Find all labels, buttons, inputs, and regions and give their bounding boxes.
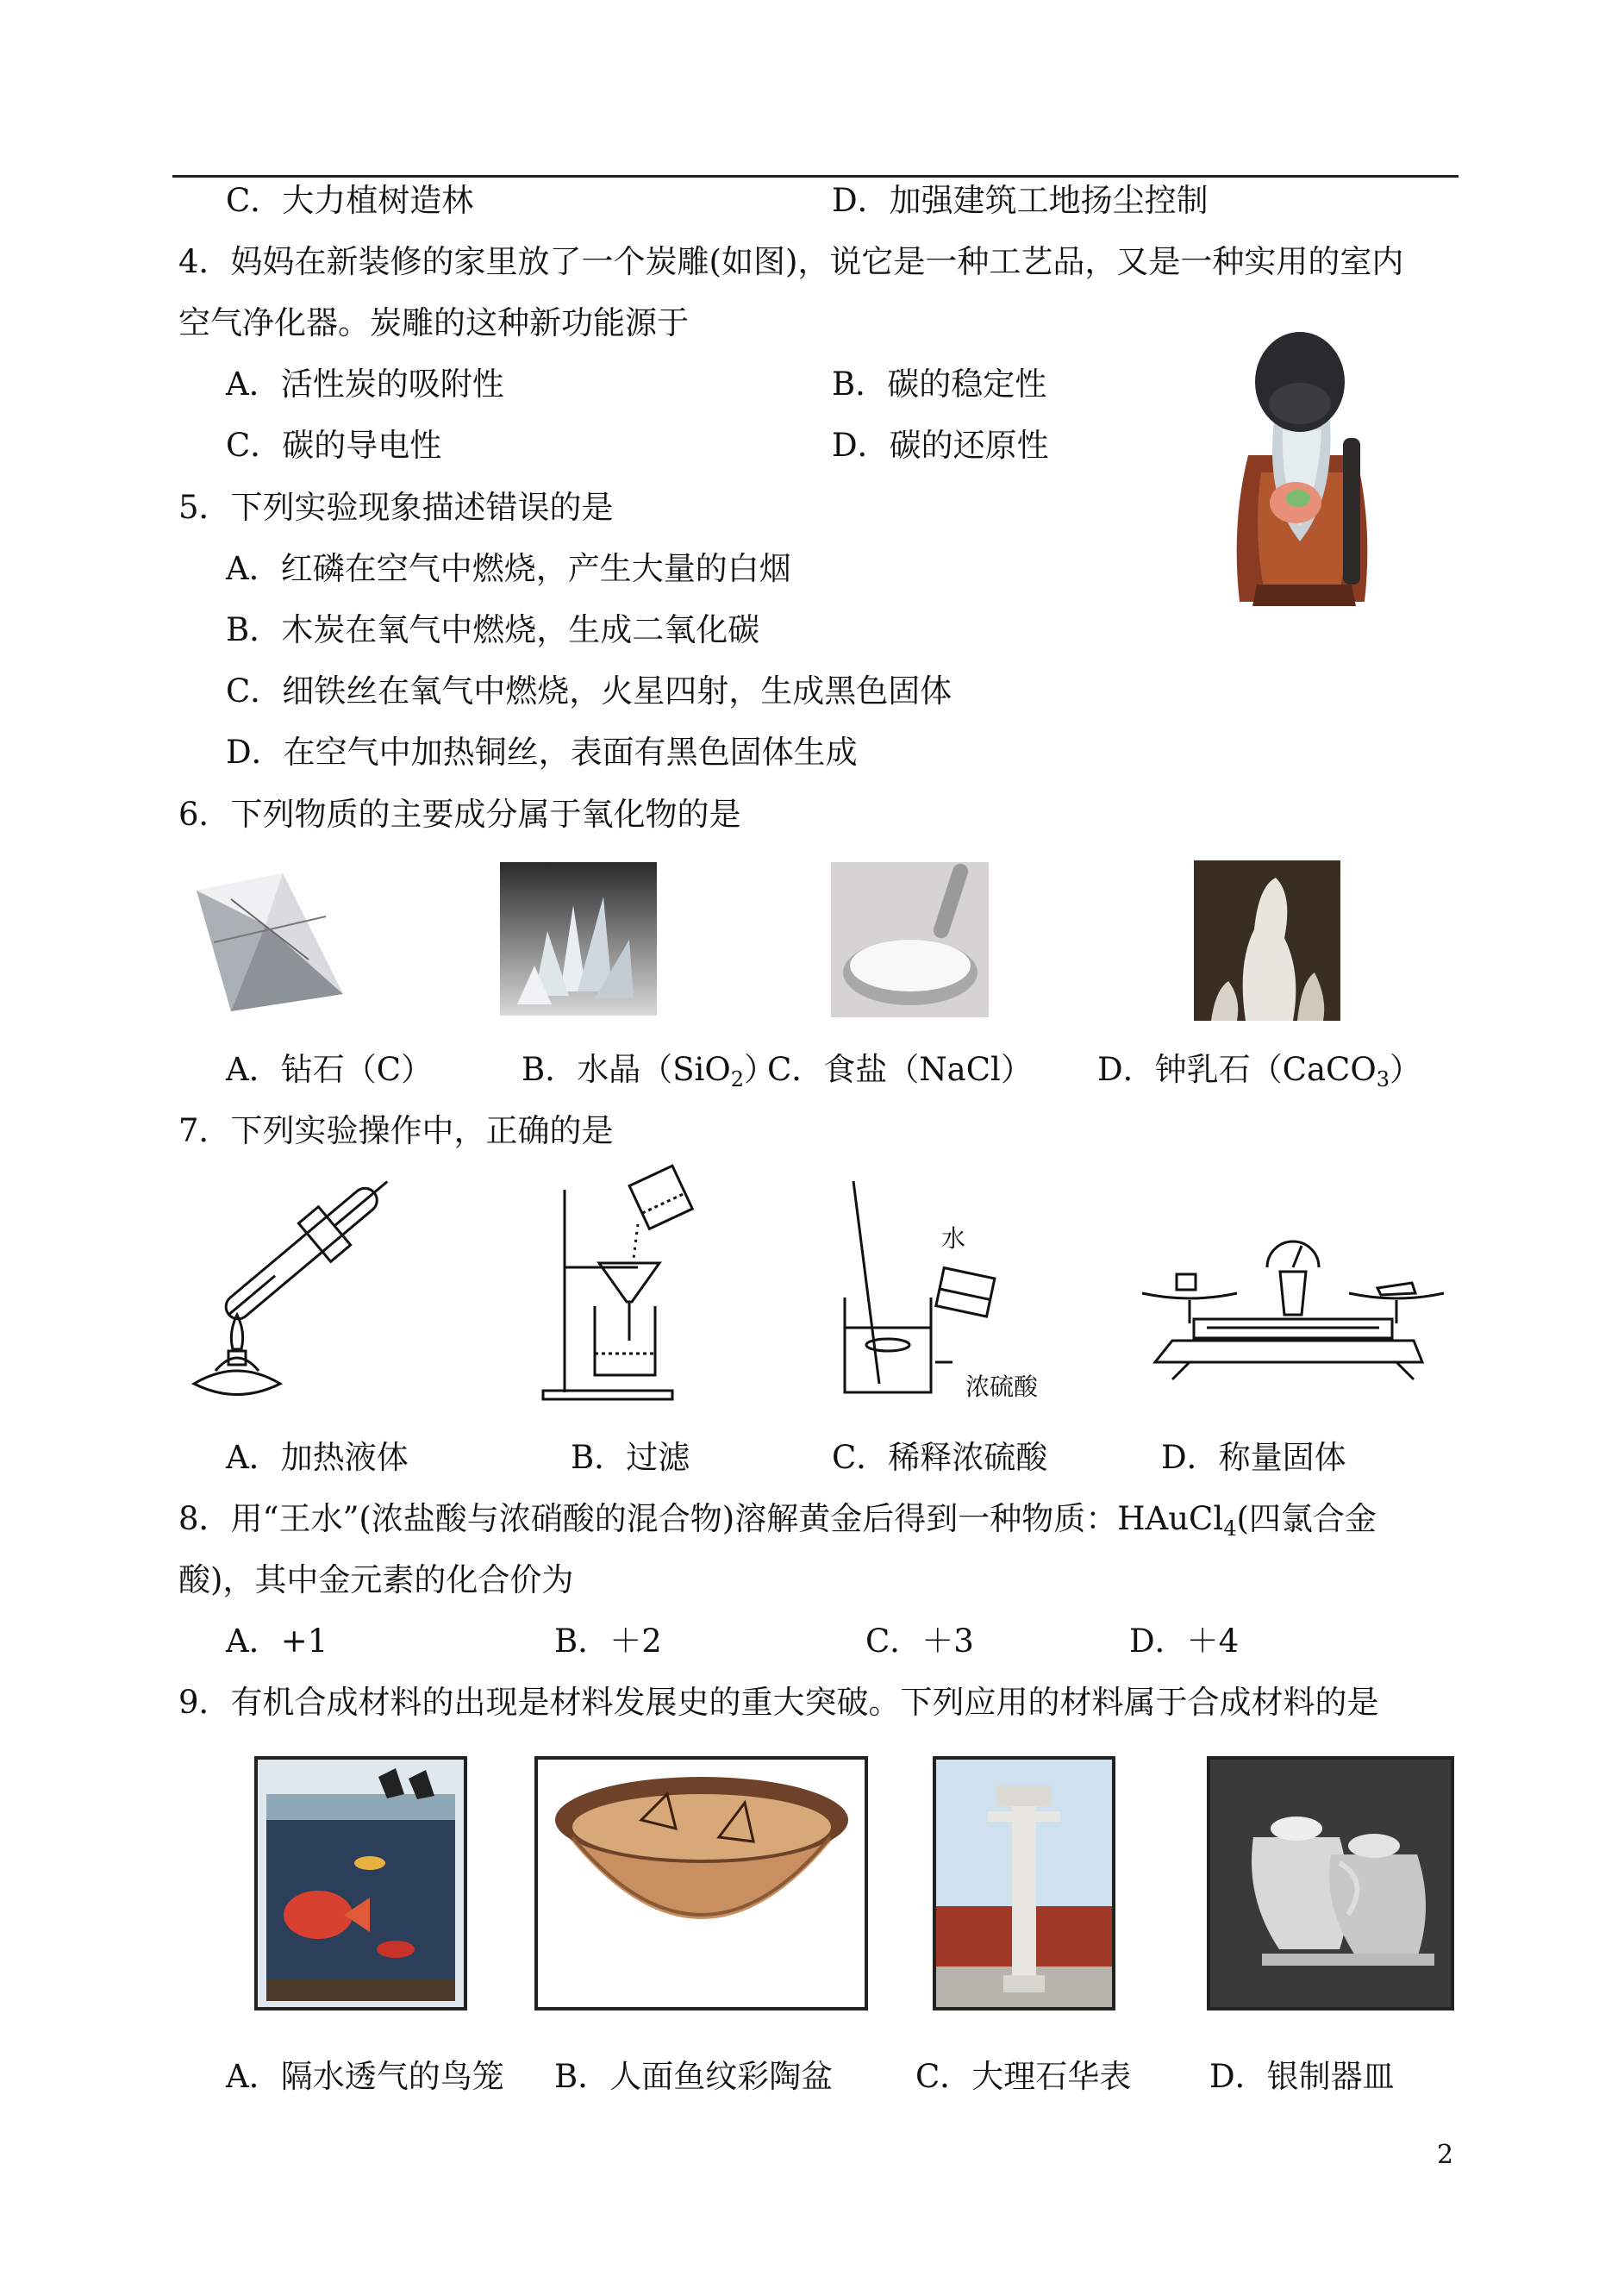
q4-stem-line2: 空气净化器。炭雕的这种新功能源于 bbox=[178, 304, 689, 341]
q7-option-b: B．过滤 bbox=[571, 1439, 690, 1476]
q8-option-a: A．+1 bbox=[226, 1623, 328, 1660]
q5-stem: 5．下列实验现象描述错误的是 bbox=[178, 489, 614, 526]
q6-option-c: C．食盐（NaCl） bbox=[767, 1051, 1033, 1088]
q6-option-a: A．钻石（C） bbox=[226, 1051, 434, 1088]
diluting-acid-diagram bbox=[828, 1177, 1077, 1410]
heating-liquid-diagram bbox=[185, 1168, 435, 1410]
q9-option-a: A．隔水透气的鸟笼 bbox=[226, 2058, 504, 2095]
q8-option-d: D．＋4 bbox=[1129, 1623, 1240, 1660]
balance-scale-diagram bbox=[1138, 1233, 1448, 1384]
label-concentrated-acid: 浓硫酸 bbox=[965, 1373, 1039, 1401]
q5-option-b: B．木炭在氧气中燃烧，生成二氧化碳 bbox=[226, 611, 760, 648]
salt-spoon-image bbox=[831, 862, 989, 1017]
q4-stem-line1: 4．妈妈在新装修的家里放了一个炭雕(如图)，说它是一种工艺品，又是一种实用的室内 bbox=[178, 243, 1404, 280]
q8-option-b: B．＋2 bbox=[554, 1623, 662, 1660]
q6-option-b: B．水晶（SiO$_2$） bbox=[522, 1051, 776, 1091]
header-rule bbox=[172, 175, 1458, 178]
page-number: 2 bbox=[1437, 2140, 1454, 2170]
q7-stem: 7．下列实验操作中，正确的是 bbox=[178, 1112, 614, 1149]
q7-option-c: C．稀释浓硫酸 bbox=[832, 1439, 1048, 1476]
painted-pottery-basin-image bbox=[534, 1756, 868, 2010]
q4-option-a: A．活性炭的吸附性 bbox=[226, 366, 504, 403]
filtration-diagram bbox=[534, 1164, 707, 1410]
q7-option-d: D．称量固体 bbox=[1161, 1439, 1346, 1476]
q8-stem-line1: 8．用“王水”(浓盐酸与浓硝酸的混合物)溶解黄金后得到一种物质：HAuCl$_4$(四氯合金 bbox=[178, 1500, 1377, 1541]
q3-option-c: C．大力植树造林 bbox=[226, 182, 474, 219]
q8-option-c: C．＋3 bbox=[865, 1623, 974, 1660]
q8-stem-line2: 酸)，其中金元素的化合价为 bbox=[178, 1561, 574, 1598]
q5-option-a: A．红磷在空气中燃烧，产生大量的白烟 bbox=[226, 550, 791, 587]
q6-option-d: D．钟乳石（CaCO$_3$） bbox=[1097, 1051, 1421, 1091]
label-water: 水 bbox=[941, 1224, 966, 1253]
q5-option-c: C．细铁丝在氧气中燃烧，火星四射，生成黑色固体 bbox=[226, 672, 953, 710]
marble-huabiao-image bbox=[933, 1756, 1115, 2010]
diamond-image bbox=[179, 865, 347, 1016]
q7-option-a: A．加热液体 bbox=[226, 1439, 409, 1476]
q3-option-d: D．加强建筑工地扬尘控制 bbox=[832, 182, 1209, 219]
stalactite-image bbox=[1194, 860, 1340, 1021]
q4-option-d: D．碳的还原性 bbox=[832, 427, 1049, 464]
q4-option-b: B．碳的稳定性 bbox=[832, 366, 1047, 403]
q9-option-d: D．银制器皿 bbox=[1209, 2058, 1395, 2095]
quartz-crystal-image bbox=[500, 862, 657, 1016]
carbon-sculpture-image bbox=[1214, 326, 1390, 612]
q9-option-c: C．大理石华表 bbox=[915, 2058, 1132, 2095]
silver-ware-image bbox=[1207, 1756, 1454, 2010]
q9-stem: 9．有机合成材料的出现是材料发展史的重大突破。下列应用的材料属于合成材料的是 bbox=[178, 1684, 1379, 1721]
q4-option-c: C．碳的导电性 bbox=[226, 427, 442, 464]
q6-stem: 6．下列物质的主要成分属于氧化物的是 bbox=[178, 796, 741, 833]
q9-option-b: B．人面鱼纹彩陶盆 bbox=[554, 2058, 834, 2095]
aquarium-cage-image bbox=[254, 1756, 467, 2010]
q5-option-d: D．在空气中加热铜丝，表面有黑色固体生成 bbox=[226, 734, 858, 771]
